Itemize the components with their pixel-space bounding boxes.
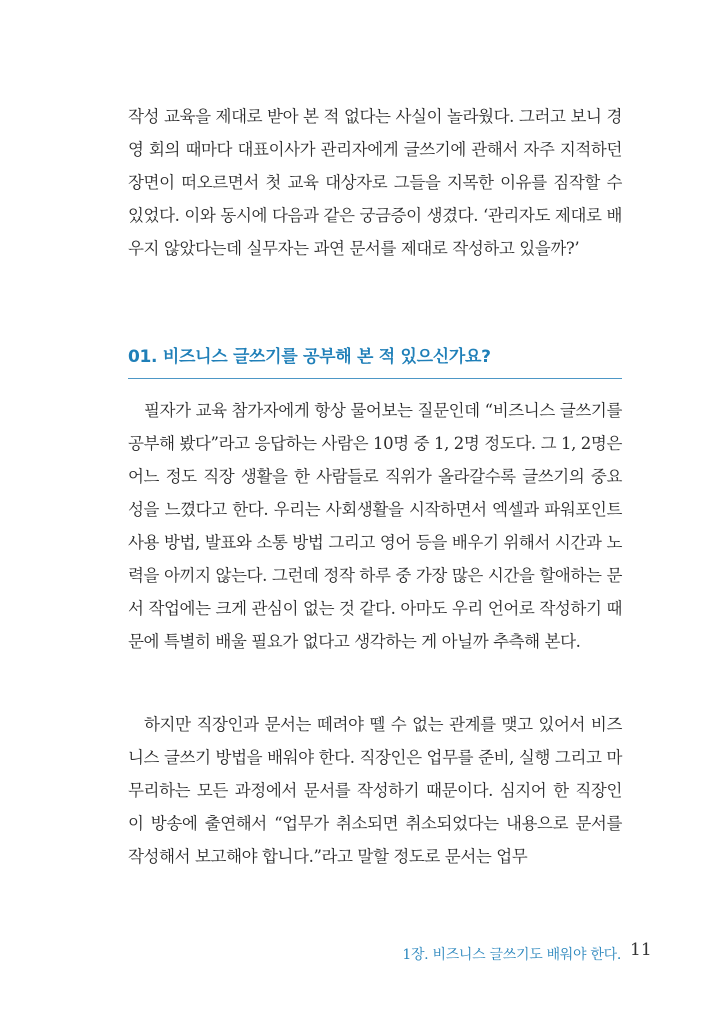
body-paragraph-2: 하지만 직장인과 문서는 떼려야 뗄 수 없는 관계를 맺고 있어서 비즈니스 글쓰기 방법을 배워야 한다. 직장인은 업무를 준비, 실행 그리고 마무리하는 모든 과정에서 문서를 작성하기 때문이다. 심지어 한 직장인이 방송에 출연해서 “업무가 취소되면 취소되었다는 내용으로 문서를 작성해서 보고해야 합니다.”라고 말할 정도로 문서는 업무 xyxy=(128,715,622,866)
section-heading: 01. 비즈니스 글쓰기를 공부해 본 적 있으신가요? xyxy=(128,347,491,367)
intro-paragraph: 작성 교육을 제대로 받아 본 적 없다는 사실이 놀라웠다. 그러고 보니 경영 회의 때마다 대표이사가 관리자에게 글쓰기에 관해서 자주 지적하던 장면이 떠오르면서 첫 교육 대상자로 그들을 지목한 이유를 짐작할 수 있었다. 이와 동시에 다음과 같은 궁금증이 생겼다. ‘관리자도 제대로 배우지 않았다는데 실무자는 과연 문서를 제대로 작성하고 있을까?’ xyxy=(128,107,622,258)
section-divider xyxy=(128,378,622,379)
body-paragraph-1: 필자가 교육 참가자에게 항상 물어보는 질문인데 “비즈니스 글쓰기를 공부해 봤다”라고 응답하는 사람은 10명 중 1, 2명 정도다. 그 1, 2명은 어느 정도 직장 생활을 한 사람들로 직위가 올라갈수록 글쓰기의 중요성을 느꼈다고 한다. 우리는 사회생활을 시작하면서 엑셀과 파워포인트 사용 방법, 발표와 소통 방법 그리고 영어 등을 배우기 위해서 시간과 노력을 아끼지 않는다. 그런데 정작 하루 중 가장 많은 시간을 할애하는 문서 작업에는 크게 관심이 없는 것 같다. 아마도 우리 언어로 작성하기 때문에 특별히 배울 필요가 없다고 생각하는 게 아닐까 추측해 본다. xyxy=(128,401,622,651)
page-number: 11 xyxy=(630,940,652,960)
running-footer: 1장. 비즈니스 글쓰기도 배워야 한다. xyxy=(402,947,621,963)
